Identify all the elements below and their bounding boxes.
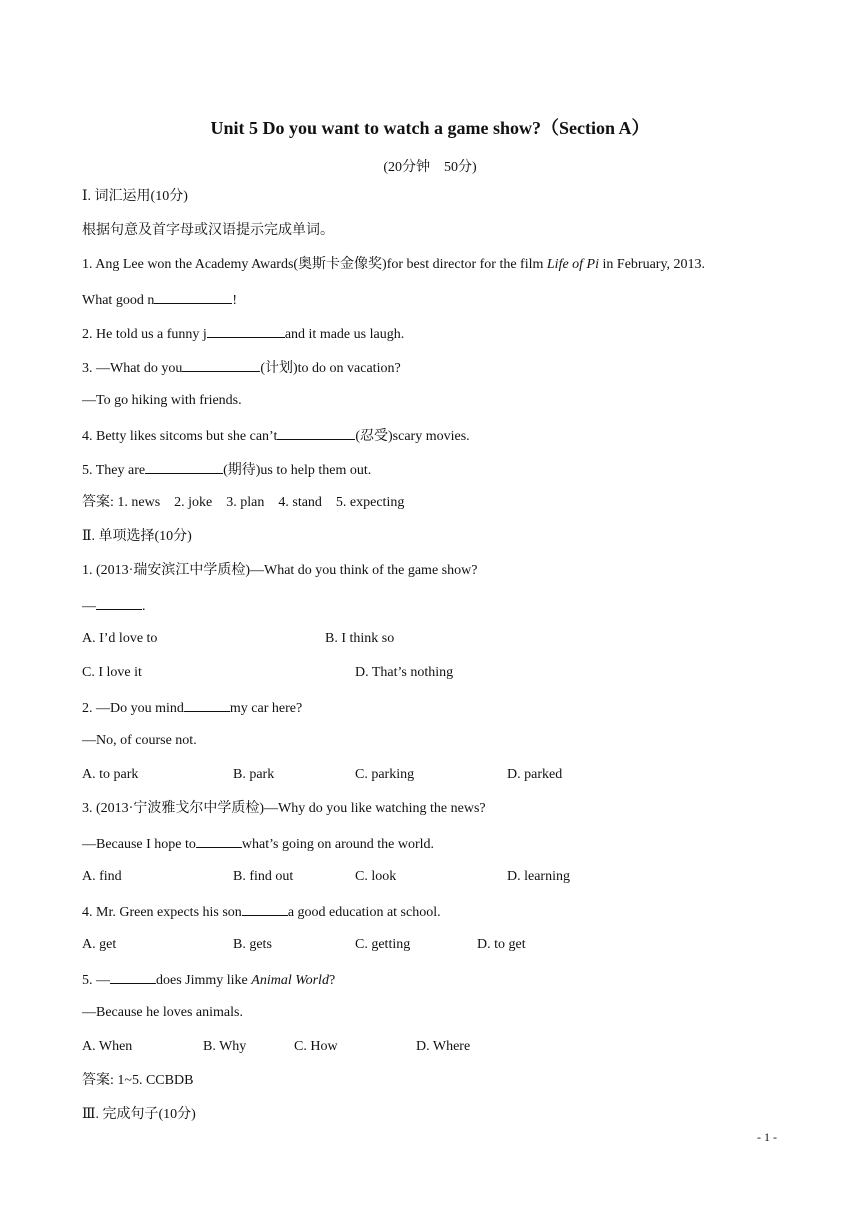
s2-q5-text-c: ? xyxy=(328,973,336,988)
s2-q5-show-title: Animal World xyxy=(251,973,329,988)
s2-q3-option-a: A. find xyxy=(82,869,122,884)
s2-q4-option-c: C. getting xyxy=(355,937,411,952)
s2-q3-text-a: —Because I hope to xyxy=(82,837,196,852)
s2-q2-option-c: C. parking xyxy=(355,767,415,782)
s1-question-4 xyxy=(82,426,470,446)
s1-question-3-response: —To go hiking with friends. xyxy=(82,393,242,408)
answer-blank xyxy=(110,970,156,984)
s2-q4-text-b: a good education at school. xyxy=(287,905,441,920)
answer-blank xyxy=(145,460,223,474)
s1-q5-text-a: 5. They are xyxy=(82,463,146,478)
s2-q2-option-b: B. park xyxy=(233,767,275,782)
s2-q3-option-b: B. find out xyxy=(233,869,294,884)
s2-question-2 xyxy=(82,698,302,718)
s2-question-5 xyxy=(82,970,335,990)
s2-q5-option-a: A. When xyxy=(82,1039,133,1054)
section-1-heading: Ⅰ. 词汇运用(10分) xyxy=(82,189,188,204)
answer-blank xyxy=(182,358,260,372)
s1-q1-text-d: ! xyxy=(232,293,237,308)
s2-q3-text-b: what’s going on around the world. xyxy=(241,837,435,852)
section-2-heading: Ⅱ. 单项选择(10分) xyxy=(82,529,192,544)
s1-q4-text-a: 4. Betty likes sitcoms but she can’t xyxy=(82,429,278,444)
answer-blank xyxy=(277,426,355,440)
s2-question-4 xyxy=(82,902,441,922)
s2-q5-option-d: D. Where xyxy=(416,1039,471,1054)
s1-question-5 xyxy=(82,460,371,480)
s2-question-1: 1. (2013·瑞安滨江中学质检)—What do you think of the game show? xyxy=(82,563,478,578)
s2-q2-option-d: D. parked xyxy=(507,767,563,782)
answer-blank xyxy=(154,290,232,304)
s1-q1-text-c: What good n xyxy=(82,293,155,308)
section-1-instruction: 根据句意及首字母或汉语提示完成单词。 xyxy=(82,223,334,238)
s1-question-2 xyxy=(82,324,404,344)
section-2-answer: 答案: 1~5. CCBDB xyxy=(82,1073,194,1088)
s2-q1-option-d: D. That’s nothing xyxy=(355,665,454,680)
s2-q1-dash: — xyxy=(82,599,96,614)
answer-blank xyxy=(207,324,285,338)
s1-question-3 xyxy=(82,358,401,378)
s1-question-1-cont xyxy=(82,290,237,310)
section-1-answer: 答案: 1. news 2. joke 3. plan 4. stand 5. expecting xyxy=(82,495,405,510)
s2-q1-option-b: B. I think so xyxy=(325,631,395,646)
s2-q1-option-a: A. I’d love to xyxy=(82,631,158,646)
s1-q3-text-b: (计划)to do on vacation? xyxy=(260,361,401,376)
s2-q5-text-a: 5. — xyxy=(82,973,110,988)
time-score-info: (20分钟 50分) xyxy=(383,160,477,175)
s1-q5-text-b: (期待)us to help them out. xyxy=(223,463,372,478)
answer-blank xyxy=(242,902,288,916)
s2-q4-text-a: 4. Mr. Green expects his son xyxy=(82,905,242,920)
s2-question-3-response xyxy=(82,834,434,854)
s2-question-2-response: —No, of course not. xyxy=(82,733,197,748)
s2-q3-option-c: C. look xyxy=(355,869,397,884)
s2-q2-option-a: A. to park xyxy=(82,767,139,782)
s2-question-1-response xyxy=(82,596,146,616)
s1-q1-text-b: in February, 2013. xyxy=(599,257,706,272)
s1-q1-text-a: 1. Ang Lee won the Academy Awards(奥斯卡金像奖)for best director for the film xyxy=(82,257,547,272)
s2-q1-period: . xyxy=(142,599,146,614)
s2-q4-option-b: B. gets xyxy=(233,937,272,952)
s1-q3-text-a: 3. —What do you xyxy=(82,361,183,376)
s2-q2-text-a: 2. —Do you mind xyxy=(82,701,184,716)
page-number: - 1 - xyxy=(757,1130,777,1144)
s1-q4-text-b: (忍受)scary movies. xyxy=(355,429,470,444)
s2-q3-option-d: D. learning xyxy=(507,869,570,884)
s2-question-5-response: —Because he loves animals. xyxy=(82,1005,243,1020)
s2-q5-option-c: C. How xyxy=(294,1039,338,1054)
s1-question-1 xyxy=(82,256,705,274)
s2-q5-text-b: does Jimmy like xyxy=(156,973,252,988)
s2-question-3: 3. (2013·宁波雅戈尔中学质检)—Why do you like watching the news? xyxy=(82,801,486,816)
s2-q2-text-b: my car here? xyxy=(229,701,303,716)
s2-q4-option-a: A. get xyxy=(82,937,117,952)
s2-q5-option-b: B. Why xyxy=(203,1039,247,1054)
answer-blank xyxy=(96,596,142,610)
section-3-heading: Ⅲ. 完成句子(10分) xyxy=(82,1107,196,1122)
s1-q2-text-b: and it made us laugh. xyxy=(284,327,405,342)
s2-q1-option-c: C. I love it xyxy=(82,665,142,680)
answer-blank xyxy=(184,698,230,712)
answer-blank xyxy=(196,834,242,848)
s1-q1-film-title: Life of Pi xyxy=(546,257,600,272)
s2-q4-option-d: D. to get xyxy=(477,937,526,952)
s1-q2-text-a: 2. He told us a funny j xyxy=(82,327,207,342)
page-title: Unit 5 Do you want to watch a game show?（Section A） xyxy=(210,118,650,138)
